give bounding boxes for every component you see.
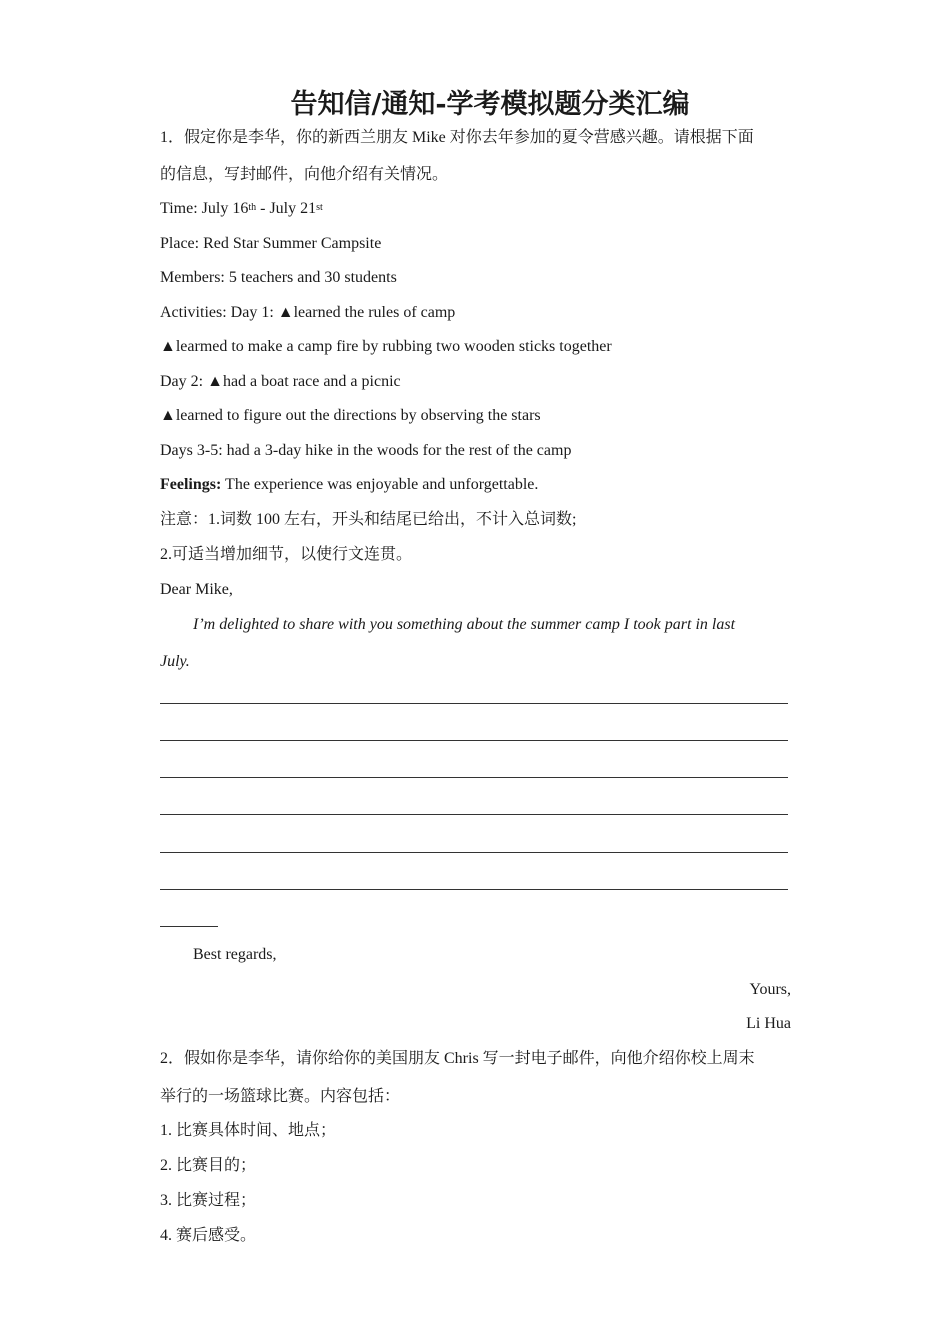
q1-members: Members: 5 teachers and 30 students xyxy=(160,269,397,286)
q2-item: 3. 比赛过程； xyxy=(160,1192,257,1209)
q1-note2: 2.可适当增加细节，以使行文连贯。 xyxy=(160,546,413,563)
q1-time xyxy=(160,199,323,219)
q2-item: 4. 赛后感受。 xyxy=(160,1227,257,1244)
q1-activities-day1b: ▲learmed to make a camp fire by rubbing two wooden sticks together xyxy=(160,338,612,355)
q2-prompt-line2: 举行的一场篮球比赛。内容包括： xyxy=(160,1088,401,1105)
q2-item: 2. 比赛目的； xyxy=(160,1157,257,1174)
page-title: 告知信/通知-学考模拟题分类汇编 xyxy=(290,89,690,120)
answer-blank-line xyxy=(160,889,788,890)
answer-blank-line-short xyxy=(160,926,218,927)
letter-greeting: Dear Mike, xyxy=(160,581,233,598)
q1-activities-day1: Activities: Day 1: ▲learned the rules of camp xyxy=(160,304,456,321)
answer-blank-line xyxy=(160,814,788,815)
answer-blank-line xyxy=(160,777,788,778)
time-prefix: Time: July 16 xyxy=(160,200,249,217)
q2-item: 1. 比赛具体时间、地点； xyxy=(160,1122,337,1139)
q1-feelings xyxy=(160,475,538,495)
answer-blank-line xyxy=(160,852,788,853)
answer-blank-line xyxy=(160,703,788,704)
time-mid: - July 21 xyxy=(256,200,317,217)
q1-place: Place: Red Star Summer Campsite xyxy=(160,235,382,252)
letter-signature: Li Hua xyxy=(746,1015,791,1032)
q1-day2b: ▲learned to figure out the directions by observing the stars xyxy=(160,407,541,424)
answer-blank-line xyxy=(160,740,788,741)
q2-prompt-line1: 2．假如你是李华，请你给你的美国朋友 Chris 写一封电子邮件，向他介绍你校上周末 xyxy=(160,1050,755,1067)
time-sup-st: st xyxy=(316,202,323,213)
q1-note1: 注意：1.词数 100 左右，开头和结尾已给出，不计入总词数; xyxy=(160,511,577,528)
feelings-label: Feelings: xyxy=(160,476,222,493)
q1-prompt-line2: 的信息，写封邮件，向他介绍有关情况。 xyxy=(160,166,449,183)
q1-days3-5: Days 3-5: had a 3-day hike in the woods for the rest of the camp xyxy=(160,442,572,459)
letter-closing: Best regards, xyxy=(193,946,277,963)
letter-yours: Yours, xyxy=(749,981,791,998)
letter-opening-line1: I’m delighted to share with you something about the summer camp I took part in last xyxy=(193,616,736,633)
time-sup-th: th xyxy=(248,202,257,213)
letter-opening-line2: July. xyxy=(160,653,190,670)
q1-day2: Day 2: ▲had a boat race and a picnic xyxy=(160,373,401,390)
feelings-text: The experience was enjoyable and unforgettable. xyxy=(221,476,539,493)
q1-prompt-line1: 1．假定你是李华，你的新西兰朋友 Mike 对你去年参加的夏令营感兴趣。请根据下面 xyxy=(160,129,754,146)
